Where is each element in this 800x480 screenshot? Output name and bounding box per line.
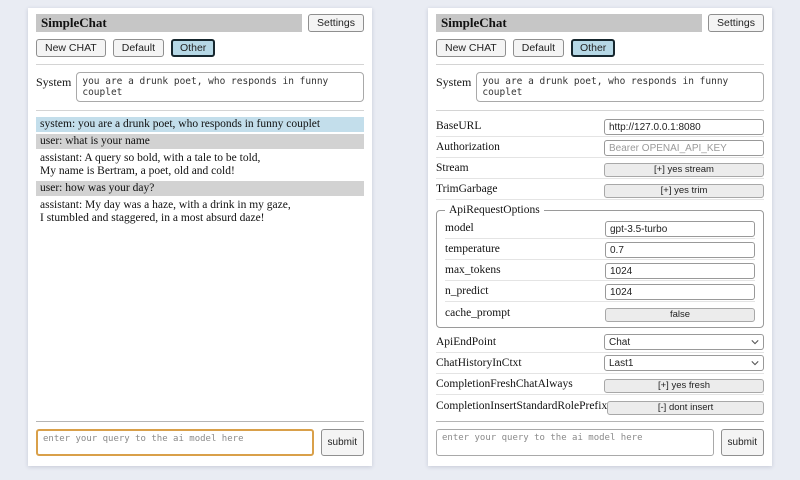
system-prompt-label: System bbox=[436, 75, 472, 89]
n-predict-label: n_predict bbox=[445, 285, 489, 297]
message-line: user: how was your day? bbox=[40, 182, 155, 194]
title-bar bbox=[436, 14, 764, 32]
message-line: My name is Bertram, a poet, old and cold! bbox=[40, 165, 235, 177]
max-tokens-input[interactable] bbox=[605, 263, 755, 279]
temperature-label: temperature bbox=[445, 243, 500, 255]
api-request-options-fieldset bbox=[436, 204, 764, 328]
cache-prompt-label: cache_prompt bbox=[445, 306, 511, 319]
completion-insert-prefix-toggle-button[interactable]: [-] dont insert bbox=[607, 401, 764, 415]
stream-label: Stream bbox=[436, 162, 469, 174]
setting-row-completioninsertstandardroleprefix bbox=[436, 395, 764, 416]
stream-toggle-button[interactable]: [+] yes stream bbox=[604, 163, 764, 177]
chevron-down-icon bbox=[751, 359, 759, 367]
setting-row-stream bbox=[436, 158, 764, 179]
authorization-input[interactable] bbox=[604, 140, 764, 156]
spacer bbox=[36, 228, 364, 418]
query-row bbox=[36, 429, 364, 456]
trimgarbage-label: TrimGarbage bbox=[436, 183, 498, 195]
settings-list bbox=[436, 116, 764, 416]
api-endpoint-selected-value: Chat bbox=[609, 336, 631, 348]
chat-message-system bbox=[36, 117, 364, 132]
apiendpoint-label: ApiEndPoint bbox=[436, 336, 497, 348]
session-toolbar bbox=[36, 39, 364, 57]
session-tab-other[interactable]: Other bbox=[571, 39, 615, 57]
model-input[interactable] bbox=[605, 221, 755, 237]
setting-row-n-predict bbox=[445, 281, 755, 302]
session-tab-default[interactable]: Default bbox=[513, 39, 564, 57]
baseurl-label: BaseURL bbox=[436, 120, 482, 132]
settings-panel bbox=[428, 8, 772, 466]
max-tokens-label: max_tokens bbox=[445, 264, 501, 276]
app-title: SimpleChat bbox=[436, 14, 702, 32]
setting-row-model bbox=[445, 218, 755, 239]
chat-message-user bbox=[36, 181, 364, 196]
divider bbox=[436, 64, 764, 65]
message-line: assistant: A query so bold, with a tale to be told, bbox=[40, 152, 261, 164]
chat-message-assistant bbox=[36, 198, 364, 226]
divider bbox=[436, 421, 764, 422]
chat-history-selected-value: Last1 bbox=[609, 357, 634, 369]
app-title: SimpleChat bbox=[36, 14, 302, 32]
message-line: I stumbled and staggered, in a most absurd daze! bbox=[40, 212, 265, 224]
message-line: assistant: My day was a haze, with a drink in my gaze, bbox=[40, 199, 291, 211]
setting-row-completionfreshchatalways bbox=[436, 374, 764, 395]
message-line: system: you are a drunk poet, who responds in funny couplet bbox=[40, 118, 321, 130]
chevron-down-icon bbox=[751, 338, 759, 346]
system-prompt-input[interactable] bbox=[476, 72, 764, 102]
message-line: user: what is your name bbox=[40, 135, 150, 147]
settings-button[interactable]: Settings bbox=[308, 14, 364, 32]
setting-row-chathistoryinctxt bbox=[436, 353, 764, 374]
setting-row-trimgarbage bbox=[436, 179, 764, 200]
spacer bbox=[436, 416, 764, 418]
setting-row-temperature bbox=[445, 239, 755, 260]
cache-prompt-toggle-button[interactable]: false bbox=[605, 308, 755, 322]
session-toolbar bbox=[436, 39, 764, 57]
completion-fresh-toggle-button[interactable]: [+] yes fresh bbox=[604, 379, 764, 393]
setting-row-apiendpoint bbox=[436, 332, 764, 353]
settings-button[interactable]: Settings bbox=[708, 14, 764, 32]
query-row bbox=[436, 429, 764, 456]
authorization-label: Authorization bbox=[436, 141, 500, 153]
session-tab-default[interactable]: Default bbox=[113, 39, 164, 57]
system-prompt-label: System bbox=[36, 75, 72, 89]
setting-row-max-tokens bbox=[445, 260, 755, 281]
api-request-options-legend: ApiRequestOptions bbox=[449, 204, 540, 216]
submit-button[interactable]: submit bbox=[721, 429, 764, 456]
chat-message-user bbox=[36, 134, 364, 149]
new-chat-button[interactable]: New CHAT bbox=[436, 39, 506, 57]
trimgarbage-toggle-button[interactable]: [+] yes trim bbox=[604, 184, 764, 198]
chat-history-in-ctxt-select[interactable] bbox=[604, 355, 764, 371]
chathistoryinctxt-label: ChatHistoryInCtxt bbox=[436, 357, 522, 369]
system-prompt-row bbox=[436, 72, 764, 102]
setting-row-baseurl bbox=[436, 116, 764, 137]
chat-panel bbox=[28, 8, 372, 466]
user-query-input[interactable] bbox=[436, 429, 714, 456]
divider bbox=[36, 421, 364, 422]
system-prompt-input[interactable] bbox=[76, 72, 364, 102]
chat-message-list bbox=[36, 117, 364, 228]
divider bbox=[36, 64, 364, 65]
divider bbox=[436, 110, 764, 111]
temperature-input[interactable] bbox=[605, 242, 755, 258]
api-endpoint-select[interactable] bbox=[604, 334, 764, 350]
completion-fresh-label: CompletionFreshChatAlways bbox=[436, 378, 573, 390]
session-tab-other[interactable]: Other bbox=[171, 39, 215, 57]
model-label: model bbox=[445, 222, 474, 234]
setting-row-authorization bbox=[436, 137, 764, 158]
title-bar bbox=[36, 14, 364, 32]
setting-row-cache-prompt bbox=[445, 302, 755, 323]
user-query-input[interactable] bbox=[36, 429, 314, 456]
n-predict-input[interactable] bbox=[605, 284, 755, 300]
new-chat-button[interactable]: New CHAT bbox=[36, 39, 106, 57]
submit-button[interactable]: submit bbox=[321, 429, 364, 456]
baseurl-input[interactable] bbox=[604, 119, 764, 135]
chat-message-assistant bbox=[36, 151, 364, 179]
completion-insert-prefix-label: CompletionInsertStandardRolePrefix bbox=[436, 399, 608, 412]
divider bbox=[36, 110, 364, 111]
system-prompt-row bbox=[36, 72, 364, 102]
